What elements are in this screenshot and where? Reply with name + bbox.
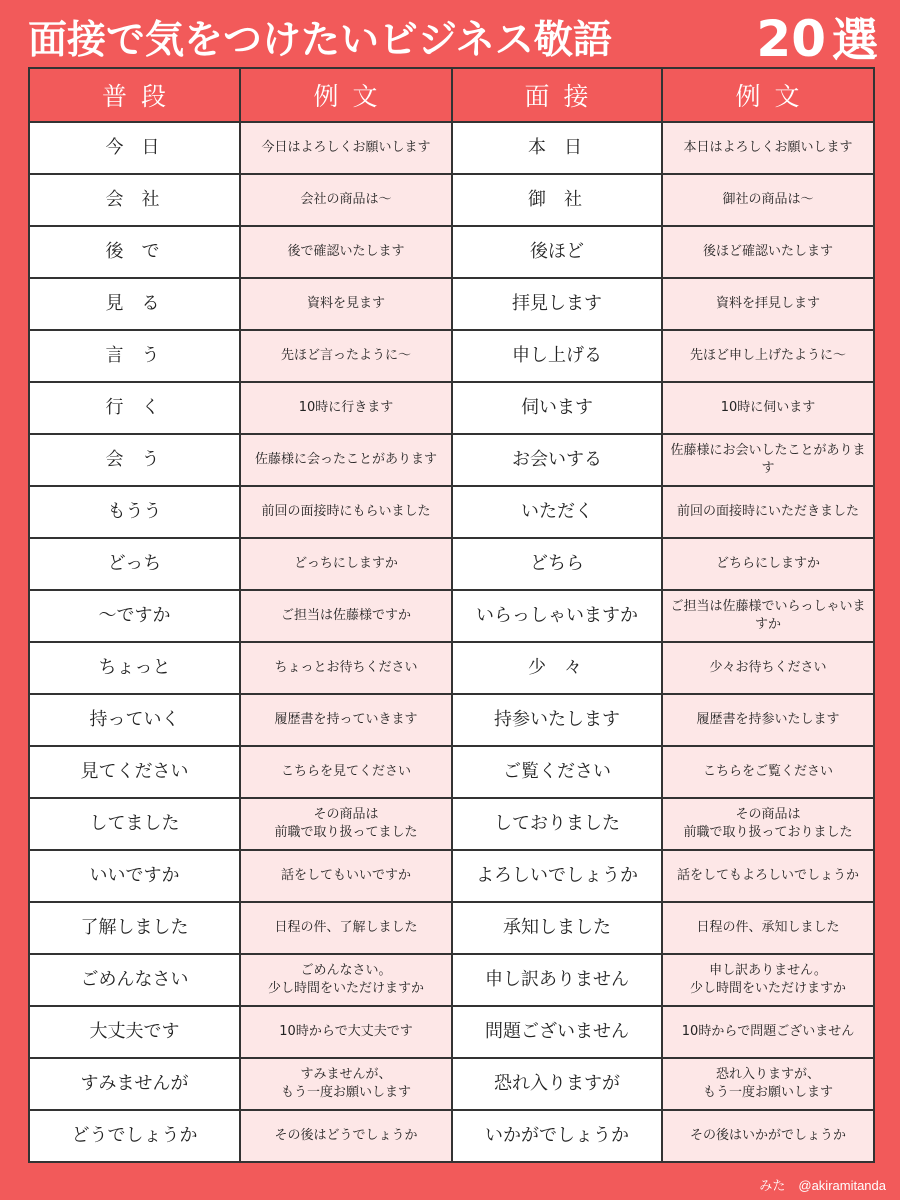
header-normal: 普段	[29, 68, 240, 122]
interview-example: 本日はよろしくお願いします	[662, 122, 874, 174]
normal-word: ごめんなさい	[29, 954, 240, 1006]
normal-example: 10時からで大丈夫です	[240, 1006, 452, 1058]
normal-example: 佐藤様に会ったことがあります	[240, 434, 452, 486]
interview-word: 持参いたします	[452, 694, 662, 746]
interview-example: 10時からで問題ございません	[662, 1006, 874, 1058]
normal-word: 見てください	[29, 746, 240, 798]
normal-word: どうでしょうか	[29, 1110, 240, 1162]
interview-example: 佐藤様にお会いしたことがあります	[662, 434, 874, 486]
normal-example: 前回の面接時にもらいました	[240, 486, 452, 538]
table-row	[29, 590, 874, 642]
table-row	[29, 174, 874, 226]
interview-example: 10時に伺います	[662, 382, 874, 434]
interview-word: 拝見します	[452, 278, 662, 330]
table-row	[29, 1110, 874, 1162]
table-row	[29, 798, 874, 850]
header-interview: 面接	[452, 68, 662, 122]
interview-word: よろしいでしょうか	[452, 850, 662, 902]
normal-example: 資料を見ます	[240, 278, 452, 330]
normal-word: 持っていく	[29, 694, 240, 746]
normal-example: こちらを見てください	[240, 746, 452, 798]
normal-word: 会社	[29, 174, 240, 226]
normal-word: 会う	[29, 434, 240, 486]
interview-example: こちらをご覧ください	[662, 746, 874, 798]
table-body	[29, 122, 874, 1162]
table-row	[29, 538, 874, 590]
normal-example: 履歴書を持っていきます	[240, 694, 452, 746]
interview-example: どちらにしますか	[662, 538, 874, 590]
interview-word: 問題ございません	[452, 1006, 662, 1058]
interview-example: 話をしてもよろしいでしょうか	[662, 850, 874, 902]
table-row	[29, 746, 874, 798]
interview-word: 伺います	[452, 382, 662, 434]
normal-example: すみませんが、 もう一度お願いします	[240, 1058, 452, 1110]
normal-example: 話をしてもいいですか	[240, 850, 452, 902]
interview-example: 後ほど確認いたします	[662, 226, 874, 278]
interview-example: 先ほど申し上げたように〜	[662, 330, 874, 382]
header-example-normal: 例文	[240, 68, 452, 122]
interview-example: 御社の商品は〜	[662, 174, 874, 226]
normal-example: 先ほど言ったように〜	[240, 330, 452, 382]
credit: みた @akiramitanda	[759, 1178, 886, 1193]
table-row	[29, 1058, 874, 1110]
interview-example: 少々お待ちください	[662, 642, 874, 694]
normal-word: 言う	[29, 330, 240, 382]
normal-example: ちょっとお待ちください	[240, 642, 452, 694]
interview-word: 申し上げる	[452, 330, 662, 382]
normal-word: すみませんが	[29, 1058, 240, 1110]
interview-word: いかがでしょうか	[452, 1110, 662, 1162]
title-main: 面接で気をつけたいビジネス敬語	[28, 18, 612, 63]
interview-word: 承知しました	[452, 902, 662, 954]
normal-example: ご担当は佐藤様ですか	[240, 590, 452, 642]
normal-example: どっちにしますか	[240, 538, 452, 590]
table-row	[29, 694, 874, 746]
normal-example: ごめんなさい。 少し時間をいただけますか	[240, 954, 452, 1006]
normal-word: いいですか	[29, 850, 240, 902]
normal-example: その後はどうでしょうか	[240, 1110, 452, 1162]
normal-word: 後で	[29, 226, 240, 278]
title-count-number: 20	[756, 10, 826, 68]
title-count-suffix: 選	[832, 13, 878, 67]
table-row	[29, 434, 874, 486]
interview-example: 履歴書を持参いたします	[662, 694, 874, 746]
table-row	[29, 902, 874, 954]
table-row	[29, 278, 874, 330]
header-row	[29, 68, 874, 122]
table-row	[29, 642, 874, 694]
normal-word: もうう	[29, 486, 240, 538]
table-row	[29, 850, 874, 902]
table-row	[29, 954, 874, 1006]
page-title	[28, 8, 878, 68]
interview-example: その後はいかがでしょうか	[662, 1110, 874, 1162]
interview-example: ご担当は佐藤様でいらっしゃいますか	[662, 590, 874, 642]
interview-example: その商品は 前職で取り扱っておりました	[662, 798, 874, 850]
normal-word: どっち	[29, 538, 240, 590]
table-row	[29, 226, 874, 278]
table-row	[29, 330, 874, 382]
normal-example: 今日はよろしくお願いします	[240, 122, 452, 174]
normal-word: してました	[29, 798, 240, 850]
normal-example: その商品は 前職で取り扱ってました	[240, 798, 452, 850]
interview-word: 本日	[452, 122, 662, 174]
normal-example: 会社の商品は〜	[240, 174, 452, 226]
interview-word: いらっしゃいますか	[452, 590, 662, 642]
interview-example: 日程の件、承知しました	[662, 902, 874, 954]
interview-word: しておりました	[452, 798, 662, 850]
table-row	[29, 486, 874, 538]
interview-example: 前回の面接時にいただきました	[662, 486, 874, 538]
table-row	[29, 382, 874, 434]
keigo-table	[28, 67, 875, 1163]
normal-word: 見る	[29, 278, 240, 330]
normal-word: 了解しました	[29, 902, 240, 954]
normal-word: ちょっと	[29, 642, 240, 694]
interview-word: 申し訳ありません	[452, 954, 662, 1006]
interview-word: どちら	[452, 538, 662, 590]
title-count	[756, 10, 878, 68]
table-row	[29, 122, 874, 174]
normal-example: 後で確認いたします	[240, 226, 452, 278]
header-example-interview: 例文	[662, 68, 874, 122]
interview-word: ご覧ください	[452, 746, 662, 798]
interview-word: 後ほど	[452, 226, 662, 278]
interview-word: 恐れ入りますが	[452, 1058, 662, 1110]
normal-word: 〜ですか	[29, 590, 240, 642]
normal-example: 日程の件、了解しました	[240, 902, 452, 954]
normal-word: 行く	[29, 382, 240, 434]
interview-word: 少々	[452, 642, 662, 694]
interview-example: 資料を拝見します	[662, 278, 874, 330]
interview-word: いただく	[452, 486, 662, 538]
interview-example: 申し訳ありません。 少し時間をいただけますか	[662, 954, 874, 1006]
interview-example: 恐れ入りますが、 もう一度お願いします	[662, 1058, 874, 1110]
normal-word: 大丈夫です	[29, 1006, 240, 1058]
interview-word: お会いする	[452, 434, 662, 486]
normal-word: 今日	[29, 122, 240, 174]
interview-word: 御社	[452, 174, 662, 226]
normal-example: 10時に行きます	[240, 382, 452, 434]
table-row	[29, 1006, 874, 1058]
